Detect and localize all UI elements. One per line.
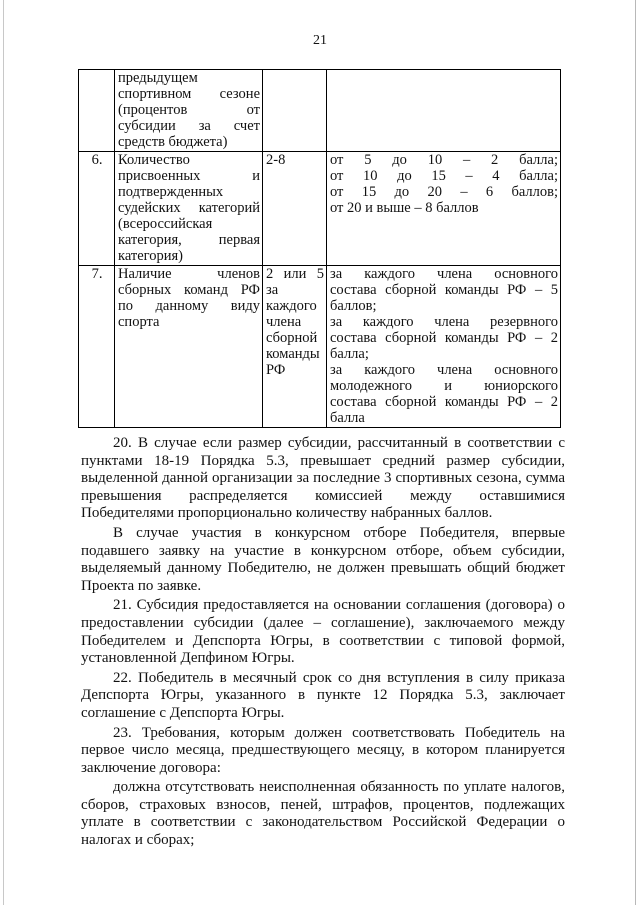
criteria-table: [78, 69, 561, 428]
points-cell-line: балла;: [330, 346, 369, 362]
score-cell: [263, 266, 327, 428]
points-cell: [327, 70, 561, 152]
criterion-cell-line: спортивном сезоне: [118, 86, 260, 102]
points-cell-line: от 10 до 15 – 4 балла;: [330, 168, 558, 184]
points-cell-line: от 15 до 20 – 6 баллов;: [330, 184, 558, 200]
score-cell-line: члена: [266, 314, 302, 330]
score-cell: [263, 70, 327, 152]
score-cell-line: сборной: [266, 330, 318, 346]
criterion-cell-line: сборных команд РФ: [118, 282, 260, 298]
score-cell-line: РФ: [266, 362, 286, 378]
points-cell-line: молодежного и юниорского: [330, 378, 558, 394]
criterion-cell: [115, 266, 263, 428]
points-cell-line: состава сборной команды РФ – 2: [330, 394, 558, 410]
criterion-cell-line: (процентов от: [118, 102, 260, 118]
paragraph: 22. Победитель в месячный срок со дня вступления в силу приказа Депспорта Югры, указанного в пункте 12 Порядка 5.3, заключает соглашение с Депспорта Югры.: [81, 669, 565, 721]
paragraph: 21. Субсидия предоставляется на основании соглашения (договора) о предоставлении субсидии (далее – соглашение), заключаемого между Победителем и Депспорта Югры, в соответствии с типовой формой, установленной Депфином Югры.: [81, 597, 565, 667]
criterion-cell-line: субсидии за счет: [118, 118, 260, 134]
table-row: [79, 266, 561, 428]
scan-edge-left: [3, 0, 4, 905]
criterion-cell-line: предыдущем: [118, 70, 198, 86]
points-cell-line: состава сборной команды РФ – 5: [330, 282, 558, 298]
paragraph: В случае участия в конкурсном отборе Победителя, впервые подавшего заявку на участие в конкурсном отборе, объем субсидии, выделяемый данному Победителю, не должен превышать общий бюджет Проекта по заявке.: [81, 524, 565, 594]
points-cell-line: от 20 и выше – 8 баллов: [330, 200, 479, 216]
points-cell-line: от 5 до 10 – 2 балла;: [330, 152, 558, 168]
criterion-cell-line: спорта: [118, 314, 160, 330]
table-row: [79, 152, 561, 266]
points-cell-line: балла: [330, 410, 365, 426]
score-cell-line: 2-8: [266, 152, 286, 168]
criterion-cell-line: по данному виду: [118, 298, 260, 314]
score-cell-line: за: [266, 282, 279, 298]
points-cell-line: за каждого члена основного: [330, 362, 558, 378]
criterion-cell-line: присвоенных и: [118, 168, 260, 184]
points-cell-line: состава сборной команды РФ – 2: [330, 330, 558, 346]
row-number-cell: [79, 70, 115, 152]
row-number-cell: 7.: [79, 266, 115, 428]
points-cell: [327, 152, 561, 266]
criterion-cell-line: Количество: [118, 152, 190, 168]
criteria-table-body: [79, 70, 561, 428]
paragraph: должна отсутствовать неисполненная обязанность по уплате налогов, сборов, страховых взносов, пеней, штрафов, процентов, подлежащих уплате в соответствии с законодательством Российской Федерации о налогах и сборах;: [81, 779, 565, 849]
criterion-cell: [115, 70, 263, 152]
points-cell-line: за каждого члена резервного: [330, 314, 558, 330]
points-cell: [327, 266, 561, 428]
page-number: 21: [313, 33, 327, 48]
table-row: [79, 70, 561, 152]
criterion-cell-line: средств бюджета): [118, 134, 228, 150]
document-body: [81, 435, 565, 850]
scan-edge-right: [635, 0, 636, 905]
criterion-cell-line: судейских категорий: [118, 200, 260, 216]
row-number-cell: 6.: [79, 152, 115, 266]
criterion-cell-line: (всероссийская: [118, 216, 213, 232]
score-cell: [263, 152, 327, 266]
score-cell-line: каждого: [266, 298, 317, 314]
paragraph: 20. В случае если размер субсидии, рассчитанный в соответствии с пунктами 18-19 Порядка 5.3, превышает средний размер субсидии, выделенной данной организации за последние 3 спортивных сезона, сумма превышения распределяется комиссией между оставшимися Победителями пропорционально количеству набранных баллов.: [81, 435, 565, 522]
criterion-cell-line: категория, первая: [118, 232, 260, 248]
paragraph: 23. Требования, которым должен соответствовать Победитель на первое число месяца, предшествующего месяцу, в котором планируется заключение договора:: [81, 724, 565, 776]
score-cell-line: команды: [266, 346, 320, 362]
criterion-cell-line: подтвержденных: [118, 184, 224, 200]
score-cell-line: 2 или 5: [266, 266, 324, 282]
criterion-cell-line: категория): [118, 248, 184, 264]
points-cell-line: за каждого члена основного: [330, 266, 558, 282]
criterion-cell-line: Наличие членов: [118, 266, 260, 282]
points-cell-line: баллов;: [330, 298, 377, 314]
criterion-cell: [115, 152, 263, 266]
